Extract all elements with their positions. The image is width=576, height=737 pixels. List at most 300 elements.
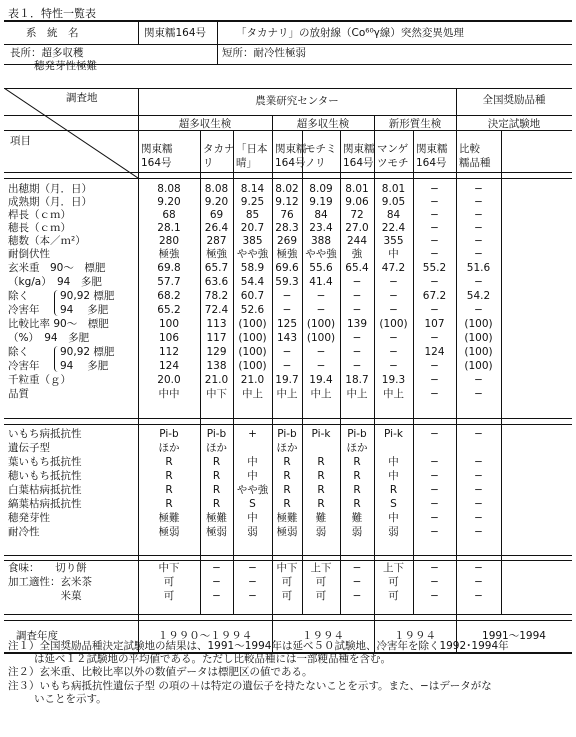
national-1: 全国奨励品種: [482, 94, 546, 106]
cell: R: [283, 470, 291, 482]
row-label: 縞葉枯病抵抗性: [8, 498, 82, 510]
year-cell: 1991〜1994: [482, 630, 546, 642]
cell: 8.08: [204, 183, 229, 195]
cell: −: [212, 576, 221, 588]
cell: −: [474, 590, 483, 602]
cell: 中: [388, 456, 399, 468]
cell: R: [212, 498, 221, 510]
cell: (100): [464, 360, 493, 372]
cell: −: [352, 332, 362, 344]
cell: 可: [163, 590, 175, 602]
cell: ほか: [346, 442, 368, 454]
cell: 280: [158, 235, 180, 247]
cultivar-col-1: 関東糯: [416, 143, 448, 155]
cell: −: [430, 332, 439, 344]
cell: −: [389, 332, 398, 344]
cell: 388: [310, 235, 332, 247]
cell: −: [474, 576, 483, 588]
cell: R: [165, 498, 173, 510]
cultivar-col-2: 164号: [343, 157, 374, 169]
row-label: （kg/a） 94 多肥: [8, 276, 102, 288]
cell: −: [430, 360, 439, 372]
cell: R: [165, 484, 173, 496]
cell: −: [389, 304, 398, 316]
cell: −: [389, 346, 398, 358]
cell: やや強: [305, 248, 337, 260]
row-label: 穂数（本／ｍ²）: [8, 235, 86, 247]
row-label: 冷害年: [8, 360, 40, 372]
site-label: 調査地: [66, 92, 98, 104]
row-label: 千粒重（ｇ）: [8, 374, 71, 386]
cell: 113: [206, 318, 227, 330]
cell: −: [430, 484, 439, 496]
cell: −: [352, 590, 362, 602]
cultivar-col-2: 164号: [416, 157, 447, 169]
cell: −: [430, 590, 439, 602]
cell: 強: [351, 248, 363, 260]
cell: ほか: [276, 442, 298, 454]
origin-text: 「タカナリ」の放射線（Co⁶⁰γ線）突然変異処理: [236, 27, 464, 39]
cell: −: [474, 526, 483, 538]
cell: 54.2: [466, 290, 491, 302]
cell: 72.4: [204, 304, 229, 316]
cell: R: [212, 484, 221, 496]
cell: 難: [315, 512, 327, 524]
agri-center: 農業研究センター: [255, 95, 339, 107]
cultivar-col-2: 晴」: [236, 157, 257, 169]
cell: −: [316, 346, 326, 358]
cell: 中: [388, 470, 399, 482]
row-label: 米菓: [8, 590, 82, 602]
cell: 上下: [383, 562, 404, 574]
cell: 117: [206, 332, 227, 344]
cell: R: [317, 484, 325, 496]
cell: 可: [315, 576, 327, 588]
cell: −: [430, 562, 439, 574]
cell: 269: [276, 235, 298, 247]
cell: 244: [346, 235, 368, 247]
cell: −: [430, 388, 439, 400]
table-title: 表１．特性一覧表: [8, 7, 96, 20]
demerit: 短所：耐冷性極弱: [222, 47, 306, 59]
national-2: 決定試験地: [487, 118, 541, 130]
cell: 可: [315, 590, 327, 602]
cell: (100): [379, 318, 408, 330]
cell: R: [212, 470, 221, 482]
cell: −: [474, 470, 483, 482]
cell: −: [474, 222, 483, 234]
cell: 中: [247, 470, 258, 482]
cell: R: [283, 456, 291, 468]
cell: 55.2: [422, 262, 447, 274]
cell: 78.2: [204, 290, 229, 302]
cell: −: [389, 276, 398, 288]
cell: 可: [281, 590, 293, 602]
cell: 中上: [310, 388, 332, 400]
cell: Pi-b: [277, 428, 297, 440]
row-label: 除く: [8, 346, 29, 358]
cell: Pi-b: [347, 428, 367, 440]
cell: −: [316, 290, 326, 302]
cell: 中: [247, 512, 258, 524]
cell: 8.01: [381, 183, 406, 195]
cell: 124: [158, 360, 180, 372]
cell: 中上: [383, 388, 404, 400]
cell: 中上: [242, 388, 263, 400]
cell: 26.4: [204, 222, 229, 234]
characteristics-table: [4, 20, 572, 654]
row-rule: [4, 620, 572, 621]
cell: 極強: [158, 248, 180, 260]
cell: R: [317, 456, 325, 468]
cell: 85: [245, 209, 260, 221]
col-rule: [138, 22, 139, 44]
cell: −: [474, 276, 483, 288]
cell: −: [474, 388, 483, 400]
cell: 106: [158, 332, 180, 344]
cell: −: [430, 526, 439, 538]
cell: ほか: [158, 442, 180, 454]
cell: R: [389, 484, 398, 496]
cell: 8.02: [275, 183, 299, 195]
cell: −: [430, 222, 439, 234]
row-label: 冷害年: [8, 304, 40, 316]
cell: 51.6: [466, 262, 491, 274]
cell: −: [474, 374, 483, 386]
cell: (100): [464, 346, 493, 358]
cell: 52.6: [240, 304, 265, 316]
cell: −: [248, 576, 257, 588]
cell: 69.8: [157, 262, 181, 274]
row-label: 穂発芽性: [8, 512, 50, 524]
note-1: 注１）全国奨励品種決定試験地の結果は、1991〜1994年は延べ５０試験地、冷害年を除く1992･1994年: [8, 640, 509, 652]
cell: −: [282, 290, 292, 302]
cell: 9.06: [345, 196, 369, 208]
cell: 287: [206, 235, 227, 247]
cell: 極難: [276, 512, 298, 524]
cell: −: [430, 235, 439, 247]
cell: 難: [351, 512, 363, 524]
group-label: 超多収生検: [178, 118, 232, 130]
cell: −: [474, 498, 483, 510]
cell: −: [352, 576, 362, 588]
cell: −: [474, 235, 483, 247]
cell: ほか: [206, 442, 227, 454]
merit-1: 長所：超多収穫: [10, 47, 84, 59]
cell: 72: [350, 209, 364, 221]
cell: −: [430, 470, 439, 482]
note-3-cont: いことを示す。: [34, 692, 107, 705]
cell: 8.01: [345, 183, 369, 195]
cell: −: [352, 276, 362, 288]
cell: (100): [238, 360, 267, 372]
cultivar-col-1: 関東糯: [141, 143, 173, 155]
cell: −: [430, 209, 439, 221]
cell: −: [430, 374, 439, 386]
cell: −: [389, 360, 398, 372]
row-label: 玄米重 90〜 標肥: [8, 262, 106, 274]
cell: R: [212, 456, 221, 468]
row-label: 穂いもち抵抗性: [8, 470, 82, 482]
year-cell: １９９４: [394, 630, 436, 642]
row-label: 桿長（ｃｍ）: [8, 209, 71, 221]
cell: 67.2: [422, 290, 447, 302]
cell: R: [353, 456, 361, 468]
cultivar-col-2: ノリ: [305, 157, 326, 169]
cell: 63.6: [204, 276, 229, 288]
cell: −: [316, 360, 326, 372]
note-3: 注３）いもち病抵抗性遺伝子型 の項の＋は特定の遺伝子を持たないことを示す。また、−はデータがな: [8, 679, 492, 692]
cell: 68.2: [157, 290, 181, 302]
cell: 上下: [310, 562, 332, 574]
cell: 143: [276, 332, 298, 344]
cell: 中上: [276, 388, 298, 400]
cell: 9.12: [275, 196, 299, 208]
cell: −: [430, 276, 439, 288]
cell: (100): [464, 332, 493, 344]
cell: 可: [163, 576, 175, 588]
row-rule: [4, 555, 572, 556]
cell: 84: [386, 209, 401, 221]
cell: 18.7: [345, 374, 369, 386]
cell: −: [474, 209, 483, 221]
cell: (100): [238, 332, 267, 344]
year-cell: １９９０〜１９９４: [157, 630, 253, 642]
row-rule: [4, 424, 572, 425]
group-label: 新形質生検: [388, 118, 442, 130]
cell: R: [283, 484, 291, 496]
cell: (100): [238, 318, 267, 330]
cell: 極強: [206, 248, 227, 260]
cell: 20.7: [240, 222, 265, 234]
cell: 極弱: [206, 526, 227, 538]
cultivar-col-2: 164号: [141, 157, 172, 169]
cell: 69.6: [275, 262, 299, 274]
item-label: 項目: [10, 135, 31, 147]
cell: やや強: [236, 484, 269, 496]
row-rule: [4, 560, 572, 561]
cell: −: [282, 360, 292, 372]
cell: R: [353, 498, 361, 510]
cell: −: [282, 346, 292, 358]
group-label: 超多収生検: [296, 118, 350, 130]
cell: やや強: [236, 248, 269, 260]
cell: 65.4: [345, 262, 369, 274]
sub-label: 90,92 標肥: [60, 346, 115, 358]
cell: (100): [306, 332, 336, 344]
cell: 69: [209, 209, 224, 221]
cell: 107: [424, 318, 445, 330]
row-label: 加工適性：玄米茶: [8, 576, 92, 588]
cell: 中: [247, 456, 258, 468]
cell: 弱: [388, 526, 399, 538]
cell: −: [248, 590, 257, 602]
cell: 54.4: [240, 276, 265, 288]
cultivar-col-1: タカナ: [203, 143, 235, 155]
cell: −: [352, 346, 362, 358]
note-1-cont: は延べ１２試験地の平均値である。ただし比較品種には一部粳品種を含む。: [34, 653, 391, 666]
cell: −: [474, 428, 483, 440]
cell: 中下: [206, 388, 227, 400]
cell: 中: [388, 512, 399, 524]
cell: (100): [464, 318, 493, 330]
cell: −: [474, 484, 483, 496]
cell: R: [317, 498, 325, 510]
cell: 中上: [346, 388, 368, 400]
cell: 23.4: [309, 222, 333, 234]
cell: 19.3: [381, 374, 406, 386]
cell: 極弱: [158, 526, 180, 538]
cell: 76: [280, 209, 294, 221]
cell: Pi-k: [384, 428, 403, 440]
year-cell: １９９４: [302, 630, 344, 642]
cultivar-col-2: リ: [203, 157, 214, 169]
cell: −: [430, 304, 439, 316]
cell: −: [430, 196, 439, 208]
cell: 47.2: [381, 262, 406, 274]
row-label: 穂長（ｃｍ）: [8, 222, 71, 234]
cell: Pi-b: [159, 428, 179, 440]
col-rule: [217, 22, 218, 44]
cell: 9.25: [240, 196, 265, 208]
cell: −: [430, 248, 439, 260]
cell: +: [248, 428, 257, 440]
cell: 8.09: [309, 183, 333, 195]
cell: 中: [388, 248, 399, 260]
row-label: 白葉枯病抵抗性: [8, 484, 82, 496]
cell: −: [474, 562, 483, 574]
cell: 57.7: [157, 276, 181, 288]
cell: 弱: [351, 526, 363, 538]
cell: 9.19: [309, 196, 333, 208]
cell: 28.1: [157, 222, 181, 234]
row-label: 成熟期（月．日）: [8, 196, 92, 208]
cell: R: [165, 456, 173, 468]
cell: 41.4: [309, 276, 333, 288]
cell: 19.7: [275, 374, 299, 386]
cell: (100): [238, 346, 267, 358]
cell: 20.0: [157, 374, 181, 386]
row-label: 品質: [8, 388, 29, 400]
cell: −: [430, 512, 439, 524]
bracket: [54, 346, 59, 372]
cell: S: [390, 498, 397, 510]
cell: 58.9: [240, 262, 265, 274]
row-label: いもち病抵抗性: [8, 428, 82, 440]
cell: 可: [388, 590, 399, 602]
row-rule: [4, 178, 572, 179]
cell: 極難: [206, 512, 227, 524]
sub-label: 90,92 標肥: [60, 290, 115, 302]
footnotes: [8, 640, 572, 706]
cell: 8.14: [240, 183, 265, 195]
cell: 弱: [247, 526, 258, 538]
cell: −: [430, 498, 439, 510]
row-label: 葉いもち抵抗性: [8, 456, 82, 468]
cultivar-col-1: 関東糯: [275, 143, 307, 155]
cell: 139: [346, 318, 368, 330]
cell: 60.7: [240, 290, 265, 302]
cell: 65.2: [157, 304, 181, 316]
cell: −: [430, 456, 439, 468]
note-2: 注２）玄米重、比較比率以外の数値データは標肥区の値である。: [8, 666, 313, 679]
cell: 9.05: [381, 196, 406, 208]
cell: −: [282, 304, 292, 316]
cell: 68: [162, 209, 176, 221]
cell: R: [317, 470, 325, 482]
cultivar-col-2: 164号: [275, 157, 306, 169]
row-rule: [4, 44, 572, 45]
merit-2: 穂発芽性極難: [34, 60, 97, 72]
cell: 21.0: [204, 374, 229, 386]
cell: −: [474, 248, 483, 260]
cell: 385: [242, 235, 263, 247]
cultivar-col-2: ツモチ: [377, 157, 409, 169]
row-rule: [4, 614, 572, 615]
cell: 124: [424, 346, 445, 358]
row-label: 耐倒伏性: [8, 248, 50, 260]
cultivar-col-2: 糯品種: [459, 157, 491, 169]
cell: 9.20: [204, 196, 229, 208]
cell: −: [474, 456, 483, 468]
bracket: [54, 290, 59, 316]
cultivar-col-1: 「日本: [236, 143, 268, 155]
cell: 125: [276, 318, 298, 330]
cell: 65.7: [204, 262, 229, 274]
cell: 極弱: [276, 526, 298, 538]
cell: 21.0: [240, 374, 265, 386]
cell: 22.4: [381, 222, 406, 234]
cell: −: [430, 428, 439, 440]
cell: 355: [383, 235, 404, 247]
cell: −: [248, 562, 257, 574]
cell: 84: [314, 209, 328, 221]
cell: 可: [281, 576, 293, 588]
cell: −: [474, 512, 483, 524]
cell: 27.0: [345, 222, 369, 234]
cell: S: [249, 498, 256, 510]
cell: −: [352, 562, 362, 574]
cultivar-col-1: 比較: [459, 143, 480, 155]
cell: 中中: [158, 388, 180, 400]
cell: R: [353, 470, 361, 482]
cell: 28.3: [275, 222, 299, 234]
cell: 19.4: [309, 374, 333, 386]
cell: −: [316, 304, 326, 316]
cell: 可: [388, 576, 399, 588]
cell: −: [474, 304, 483, 316]
cell: 中下: [276, 562, 298, 574]
cell: 極強: [276, 248, 298, 260]
cell: R: [165, 470, 173, 482]
sub-label: 94 多肥: [60, 360, 109, 372]
cultivar-col-1: 関東糯: [343, 143, 375, 155]
cell: 138: [206, 360, 227, 372]
cell: 59.3: [275, 276, 299, 288]
cell: 129: [206, 346, 227, 358]
cell: 弱: [315, 526, 327, 538]
row-label: 耐冷性: [8, 526, 40, 538]
cell: 極難: [158, 512, 180, 524]
cultivar-name: 関東糯164号: [144, 27, 207, 39]
cell: −: [352, 304, 362, 316]
row-rule: [4, 418, 572, 419]
year-label: 調査年度: [16, 630, 58, 642]
row-label: 遺伝子型: [8, 442, 50, 454]
cell: −: [474, 196, 483, 208]
cultivar-col-1: モチミ: [305, 143, 337, 155]
col-rule: [217, 44, 218, 64]
